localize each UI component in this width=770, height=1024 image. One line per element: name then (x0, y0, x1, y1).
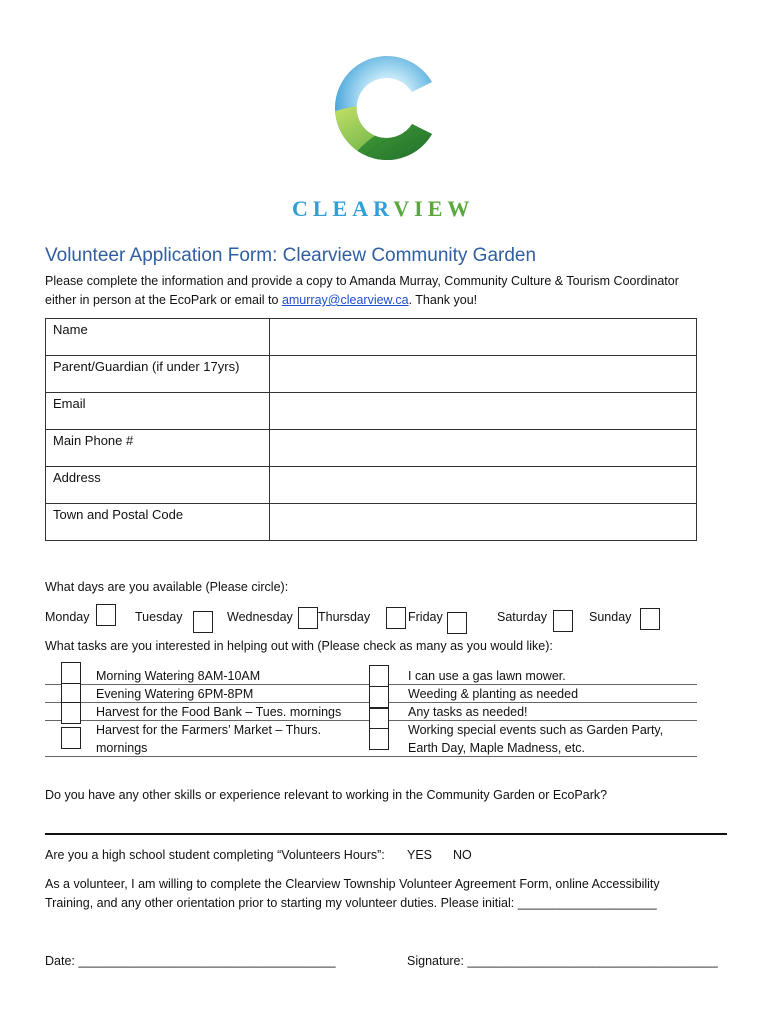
field-label-town-postal: Town and Postal Code (46, 504, 270, 541)
task-label-weeding: Weeding & planting as needed (408, 687, 579, 701)
day-checkbox-friday[interactable] (447, 612, 467, 634)
intro-text (45, 272, 735, 310)
table-row (46, 356, 697, 393)
no-option[interactable]: NO (453, 848, 472, 862)
town-postal-field[interactable] (270, 504, 697, 541)
intro-line-2 (45, 291, 735, 310)
day-label-monday: Monday (45, 610, 90, 624)
table-row (46, 393, 697, 430)
table-row (46, 319, 697, 356)
table-row (46, 504, 697, 541)
task-label-lawn-mower: I can use a gas lawn mower. (408, 669, 566, 683)
task-label-special-events-cont: Earth Day, Maple Madness, etc. (408, 741, 585, 755)
brand-name: CLEARVIEW (292, 196, 475, 221)
task-label-food-bank: Harvest for the Food Bank – Tues. mornings (96, 705, 342, 719)
clearview-logo-icon (328, 52, 438, 164)
task-checkbox-special-events[interactable] (369, 728, 389, 750)
field-label-guardian: Parent/Guardian (if under 17yrs) (46, 356, 270, 393)
agreement-line-2[interactable]: Training, and any other orientation prior to starting my volunteer duties. Please initial: ____________________ (45, 896, 657, 910)
task-label-special-events: Working special events such as Garden Party, (408, 723, 664, 737)
page-title: Volunteer Application Form: Clearview Community Garden (45, 245, 537, 266)
day-checkbox-tuesday[interactable] (193, 611, 213, 633)
day-checkbox-saturday[interactable] (553, 610, 573, 632)
intro-line-2-pre: either in person at the EcoPark or email to (45, 293, 282, 307)
field-label-address: Address (46, 467, 270, 504)
student-question: Are you a high school student completing “Volunteers Hours”: (45, 848, 385, 862)
guardian-field[interactable] (270, 356, 697, 393)
task-label-farmers-market-cont: mornings (96, 741, 148, 755)
day-label-tuesday: Tuesday (135, 610, 183, 624)
day-label-friday: Friday (408, 610, 443, 624)
date-field[interactable]: Date: _____________________________________ (45, 954, 336, 968)
task-checkbox-any-tasks[interactable] (369, 708, 389, 730)
day-checkbox-wednesday[interactable] (298, 607, 318, 629)
name-field[interactable] (270, 319, 697, 356)
tasks-grid (45, 667, 697, 757)
contact-info-table (45, 318, 697, 541)
field-label-phone: Main Phone # (46, 430, 270, 467)
agreement-line-1: As a volunteer, I am willing to complete the Clearview Township Volunteer Agreement Form, online Accessibility (45, 877, 660, 891)
tasks-question: What tasks are you interested in helping out with (Please check as many as you would like): (45, 639, 553, 653)
task-checkbox-food-bank[interactable] (61, 702, 81, 724)
task-checkbox-morning-watering[interactable] (61, 662, 81, 684)
address-field[interactable] (270, 467, 697, 504)
day-checkbox-monday[interactable] (96, 604, 116, 626)
signature-field[interactable]: Signature: ____________________________________ (407, 954, 718, 968)
task-checkbox-lawn-mower[interactable] (369, 665, 389, 687)
day-label-thursday: Thursday (318, 610, 371, 624)
field-label-email: Email (46, 393, 270, 430)
email-link[interactable]: amurray@clearview.ca (281, 293, 409, 307)
answer-line[interactable] (45, 833, 727, 835)
task-label-evening-watering: Evening Watering 6PM-8PM (96, 687, 254, 701)
task-label-farmers-market: Harvest for the Farmers’ Market – Thurs. (96, 723, 322, 737)
phone-field[interactable] (270, 430, 697, 467)
intro-line-2-post: . Thank you! (408, 293, 478, 307)
day-label-saturday: Saturday (497, 610, 548, 624)
field-label-name: Name (46, 319, 270, 356)
intro-line-1: Please complete the information and provide a copy to Amanda Murray, Community Culture & Tourism Coordinator (45, 274, 679, 288)
task-label-any-tasks: Any tasks as needed! (408, 705, 528, 719)
task-checkbox-farmers-market[interactable] (61, 727, 81, 749)
days-question: What days are you available (Please circle): (45, 580, 289, 594)
day-label-wednesday: Wednesday (227, 610, 293, 624)
email-field[interactable] (270, 393, 697, 430)
table-row (46, 467, 697, 504)
table-row (46, 430, 697, 467)
skills-question: Do you have any other skills or experience relevant to working in the Community Garden or EcoPark? (45, 788, 608, 802)
day-checkbox-thursday[interactable] (386, 607, 406, 629)
yes-option[interactable]: YES (407, 848, 433, 862)
day-label-sunday: Sunday (589, 610, 632, 624)
day-checkbox-sunday[interactable] (640, 608, 660, 630)
task-label-morning-watering: Morning Watering 8AM-10AM (96, 669, 261, 683)
task-checkbox-weeding[interactable] (369, 686, 389, 708)
